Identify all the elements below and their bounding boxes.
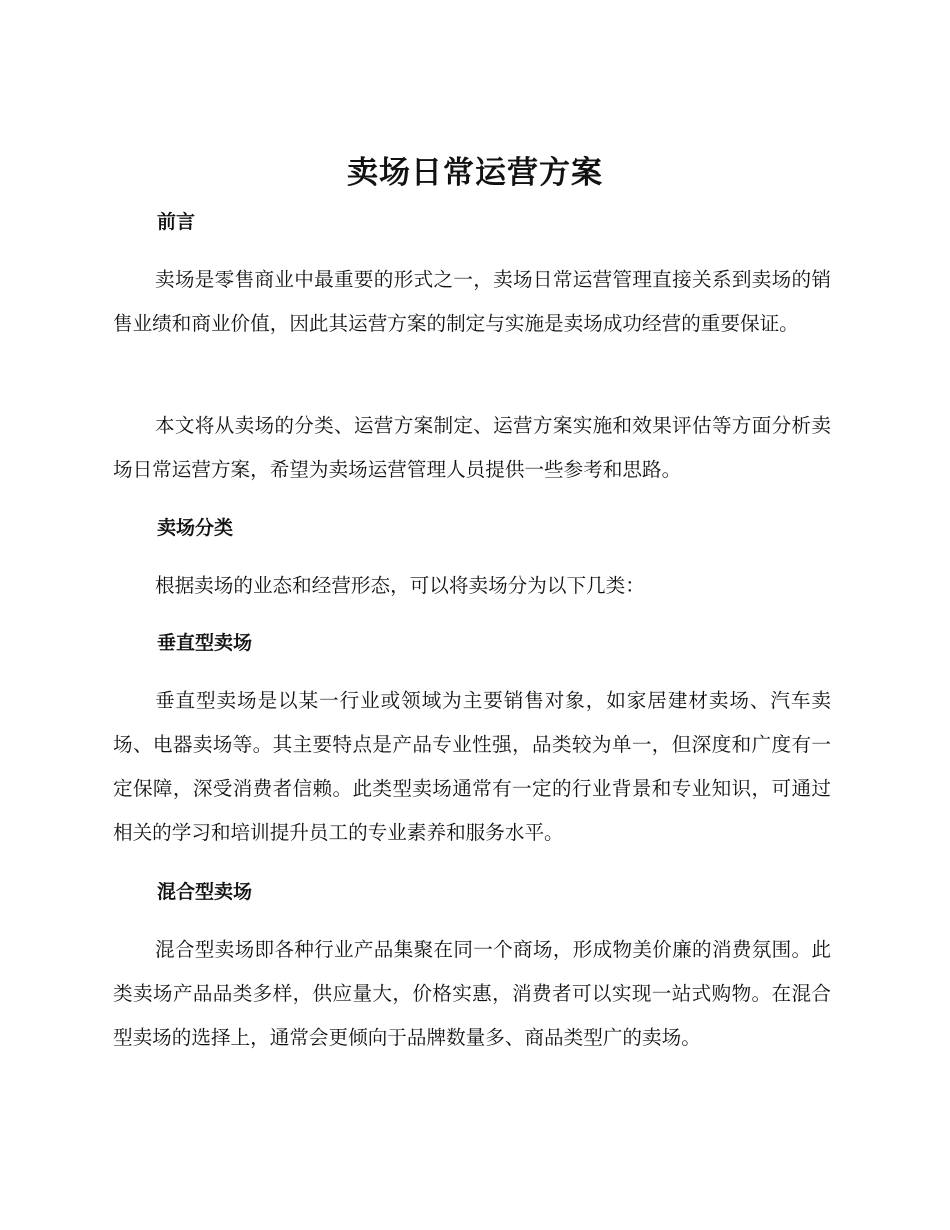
paragraph-preface-2: 本文将从卖场的分类、运营方案制定、运营方案实施和效果评估等方面分析卖场日常运营方案，希望为卖场运营管理人员提供一些参考和思路。 <box>113 414 831 481</box>
paragraph-vertical-1: 垂直型卖场是以某一行业或领域为主要销售对象，如家居建材卖场、汽车卖场、电器卖场等。其主要特点是产品专业性强，品类较为单一，但深度和广度有一定保障，深受消费者信赖。此类型卖场通常有一定的行业背景和专业知识，可通过相关的学习和培训提升员工的专业素养和服务水平。 <box>113 689 831 844</box>
paragraph-mixed-1: 混合型卖场即各种行业产品集聚在同一个商场，形成物美价廉的消费氛围。此类卖场产品品类多样，供应量大，价格实惠，消费者可以实现一站式购物。在混合型卖场的选择上，通常会更倾向于品牌数量多、商品类型广的卖场。 <box>113 938 831 1049</box>
document-title: 卖场日常运营方案 <box>347 155 603 191</box>
paragraph-preface-1: 卖场是零售商业中最重要的形式之一，卖场日常运营管理直接关系到卖场的销售业绩和商业价值，因此其运营方案的制定与实施是卖场成功经营的重要保证。 <box>113 268 831 335</box>
section-heading-classification: 卖场分类 <box>157 517 234 539</box>
section-heading-mixed: 混合型卖场 <box>157 881 253 903</box>
section-heading-preface: 前言 <box>157 211 196 233</box>
section-heading-vertical: 垂直型卖场 <box>157 632 253 654</box>
paragraph-classification-1: 根据卖场的业态和经营形态，可以将卖场分为以下几类： <box>155 574 645 597</box>
